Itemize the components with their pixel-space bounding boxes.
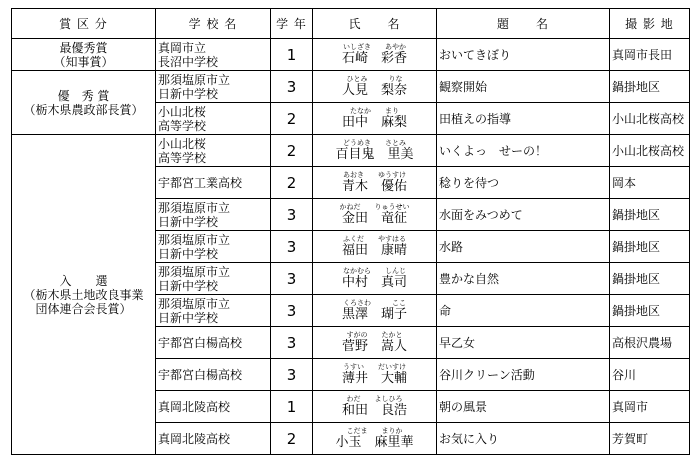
title-cell: おいてきぼり <box>437 39 610 71</box>
school-line: 真岡北陵高校 <box>158 431 231 446</box>
grade-cell: 3 <box>271 71 313 103</box>
name-reading: どうめき さとみ <box>343 139 406 147</box>
name-cell <box>313 391 437 423</box>
school-cell <box>156 391 271 423</box>
school-line: 真岡市立 <box>158 40 207 55</box>
name-cell <box>313 231 437 263</box>
school-cell <box>156 39 271 71</box>
grade-cell: 2 <box>271 103 313 135</box>
grade-cell: 2 <box>271 135 313 167</box>
award-label-line: 団体連合会長賞） <box>35 301 132 316</box>
name-cell <box>313 135 437 167</box>
name-kanji: 和田 良浩 <box>341 403 407 418</box>
name-cell <box>313 71 437 103</box>
award-label-line: （栃木県農政部長賞） <box>23 102 144 117</box>
header-award: 賞 区 分 <box>12 9 156 39</box>
header-school: 学 校 名 <box>156 9 271 39</box>
title-cell: 朝の風景 <box>437 391 610 423</box>
name-kanji: 中村 真司 <box>341 275 407 290</box>
location-cell: 鍋掛地区 <box>610 199 690 231</box>
name-kanji: 青木 優佑 <box>341 179 407 194</box>
name-cell <box>313 263 437 295</box>
name-reading: くろさわ ここ <box>343 299 406 307</box>
name-cell <box>313 199 437 231</box>
location-cell: 小山北桜高校 <box>610 103 690 135</box>
title-cell: 水面をみつめて <box>437 199 610 231</box>
school-cell <box>156 231 271 263</box>
header-row <box>12 9 690 39</box>
grade-cell: 3 <box>271 327 313 359</box>
name-reading: ひとみ りな <box>346 75 403 83</box>
title-cell: 谷川クリーン活動 <box>437 359 610 391</box>
school-line: 那須塩原市立 <box>158 200 231 215</box>
school-line: 日新中学校 <box>158 278 219 293</box>
school-cell <box>156 327 271 359</box>
location-cell: 真岡市 <box>610 391 690 423</box>
title-cell: 早乙女 <box>437 327 610 359</box>
award-label-line: 入 選 <box>59 273 108 288</box>
name-kanji: 田中 麻梨 <box>341 115 407 130</box>
school-line: 那須塩原市立 <box>158 232 231 247</box>
title-cell: いくよっ せーの！ <box>437 135 610 167</box>
name-cell <box>313 103 437 135</box>
award-label-line: 優 秀 賞 <box>57 88 110 103</box>
award-category <box>12 39 156 71</box>
grade-cell: 3 <box>271 199 313 231</box>
grade-cell: 2 <box>271 423 313 455</box>
school-line: 宇都宮工業高校 <box>158 175 243 190</box>
school-cell <box>156 423 271 455</box>
name-kanji: 百目鬼 里美 <box>335 147 414 162</box>
name-kanji: 人見 梨奈 <box>341 83 407 98</box>
school-line: 小山北桜 <box>158 136 207 151</box>
title-cell: 命 <box>437 295 610 327</box>
school-cell <box>156 263 271 295</box>
table-body <box>12 39 690 455</box>
header-grade: 学 年 <box>271 9 313 39</box>
name-cell <box>313 359 437 391</box>
name-kanji: 黒澤 瑚子 <box>341 307 407 322</box>
award-label-line: （栃木県土地改良事業 <box>23 287 144 302</box>
grade-cell: 3 <box>271 359 313 391</box>
school-cell <box>156 199 271 231</box>
location-cell: 鍋掛地区 <box>610 295 690 327</box>
header-location: 撮 影 地 <box>610 9 690 39</box>
awards-table <box>11 8 690 455</box>
title-cell: 水路 <box>437 231 610 263</box>
award-label-line: 最優秀賞 <box>59 40 108 55</box>
name-kanji: 石崎 彩香 <box>341 51 407 66</box>
title-cell: 観察開始 <box>437 71 610 103</box>
name-cell <box>313 167 437 199</box>
table-row <box>12 135 690 167</box>
school-line: 那須塩原市立 <box>158 296 231 311</box>
grade-cell: 3 <box>271 295 313 327</box>
school-cell <box>156 167 271 199</box>
name-kanji: 菅野 嵩人 <box>341 339 407 354</box>
name-cell <box>313 423 437 455</box>
school-line: 小山北桜 <box>158 104 207 119</box>
school-line: 高等学校 <box>158 150 207 165</box>
location-cell: 鍋掛地区 <box>610 263 690 295</box>
location-cell: 岡本 <box>610 167 690 199</box>
location-cell: 谷川 <box>610 359 690 391</box>
name-reading: ふくだ やすはる <box>343 235 406 243</box>
grade-cell: 3 <box>271 263 313 295</box>
grade-cell: 2 <box>271 167 313 199</box>
title-cell: 田植えの指導 <box>437 103 610 135</box>
award-label-line: （知事賞） <box>53 54 114 69</box>
name-cell <box>313 327 437 359</box>
location-cell: 鍋掛地区 <box>610 71 690 103</box>
school-line: 日新中学校 <box>158 310 219 325</box>
school-line: 日新中学校 <box>158 86 219 101</box>
title-cell: お気に入り <box>437 423 610 455</box>
name-reading: あおき ゆうすけ <box>343 171 406 179</box>
location-cell: 鍋掛地区 <box>610 231 690 263</box>
school-cell <box>156 103 271 135</box>
grade-cell: 3 <box>271 231 313 263</box>
location-cell: 芳賀町 <box>610 423 690 455</box>
school-cell <box>156 71 271 103</box>
table-row <box>12 71 690 103</box>
table-row <box>12 39 690 71</box>
name-reading: いしざき あやか <box>343 43 406 51</box>
header-title: 題 名 <box>437 9 610 39</box>
award-category <box>12 71 156 135</box>
school-cell <box>156 359 271 391</box>
name-reading: わだ よしひろ <box>346 395 403 403</box>
name-reading: こだま まりか <box>346 427 403 435</box>
name-reading: なかむら しんじ <box>343 267 406 275</box>
name-cell <box>313 295 437 327</box>
name-kanji: 福田 康晴 <box>341 243 407 258</box>
name-kanji: 薄井 大輔 <box>341 371 407 386</box>
location-cell: 小山北桜高校 <box>610 135 690 167</box>
name-kanji: 金田 竜征 <box>341 211 407 226</box>
location-cell: 真岡市長田 <box>610 39 690 71</box>
school-cell <box>156 295 271 327</box>
school-line: 那須塩原市立 <box>158 72 231 87</box>
name-kanji: 小玉 麻里華 <box>335 435 414 450</box>
name-reading: うすい だいすけ <box>343 363 406 371</box>
name-reading: たなか まり <box>350 107 399 115</box>
school-line: 宇都宮白楊高校 <box>158 335 243 350</box>
location-cell: 高根沢農場 <box>610 327 690 359</box>
award-category <box>12 135 156 455</box>
school-line: 日新中学校 <box>158 214 219 229</box>
name-reading: すがの たかと <box>346 331 403 339</box>
school-cell <box>156 135 271 167</box>
school-line: 那須塩原市立 <box>158 264 231 279</box>
school-line: 日新中学校 <box>158 246 219 261</box>
name-reading: かねだ りゅうせい <box>339 203 410 211</box>
header-name: 氏 名 <box>313 9 437 39</box>
name-cell <box>313 39 437 71</box>
school-line: 高等学校 <box>158 118 207 133</box>
title-cell: 稔りを待つ <box>437 167 610 199</box>
school-line: 長沼中学校 <box>158 54 219 69</box>
school-line: 真岡北陵高校 <box>158 399 231 414</box>
school-line: 宇都宮白楊高校 <box>158 367 243 382</box>
title-cell: 豊かな自然 <box>437 263 610 295</box>
grade-cell: 1 <box>271 39 313 71</box>
grade-cell: 1 <box>271 391 313 423</box>
